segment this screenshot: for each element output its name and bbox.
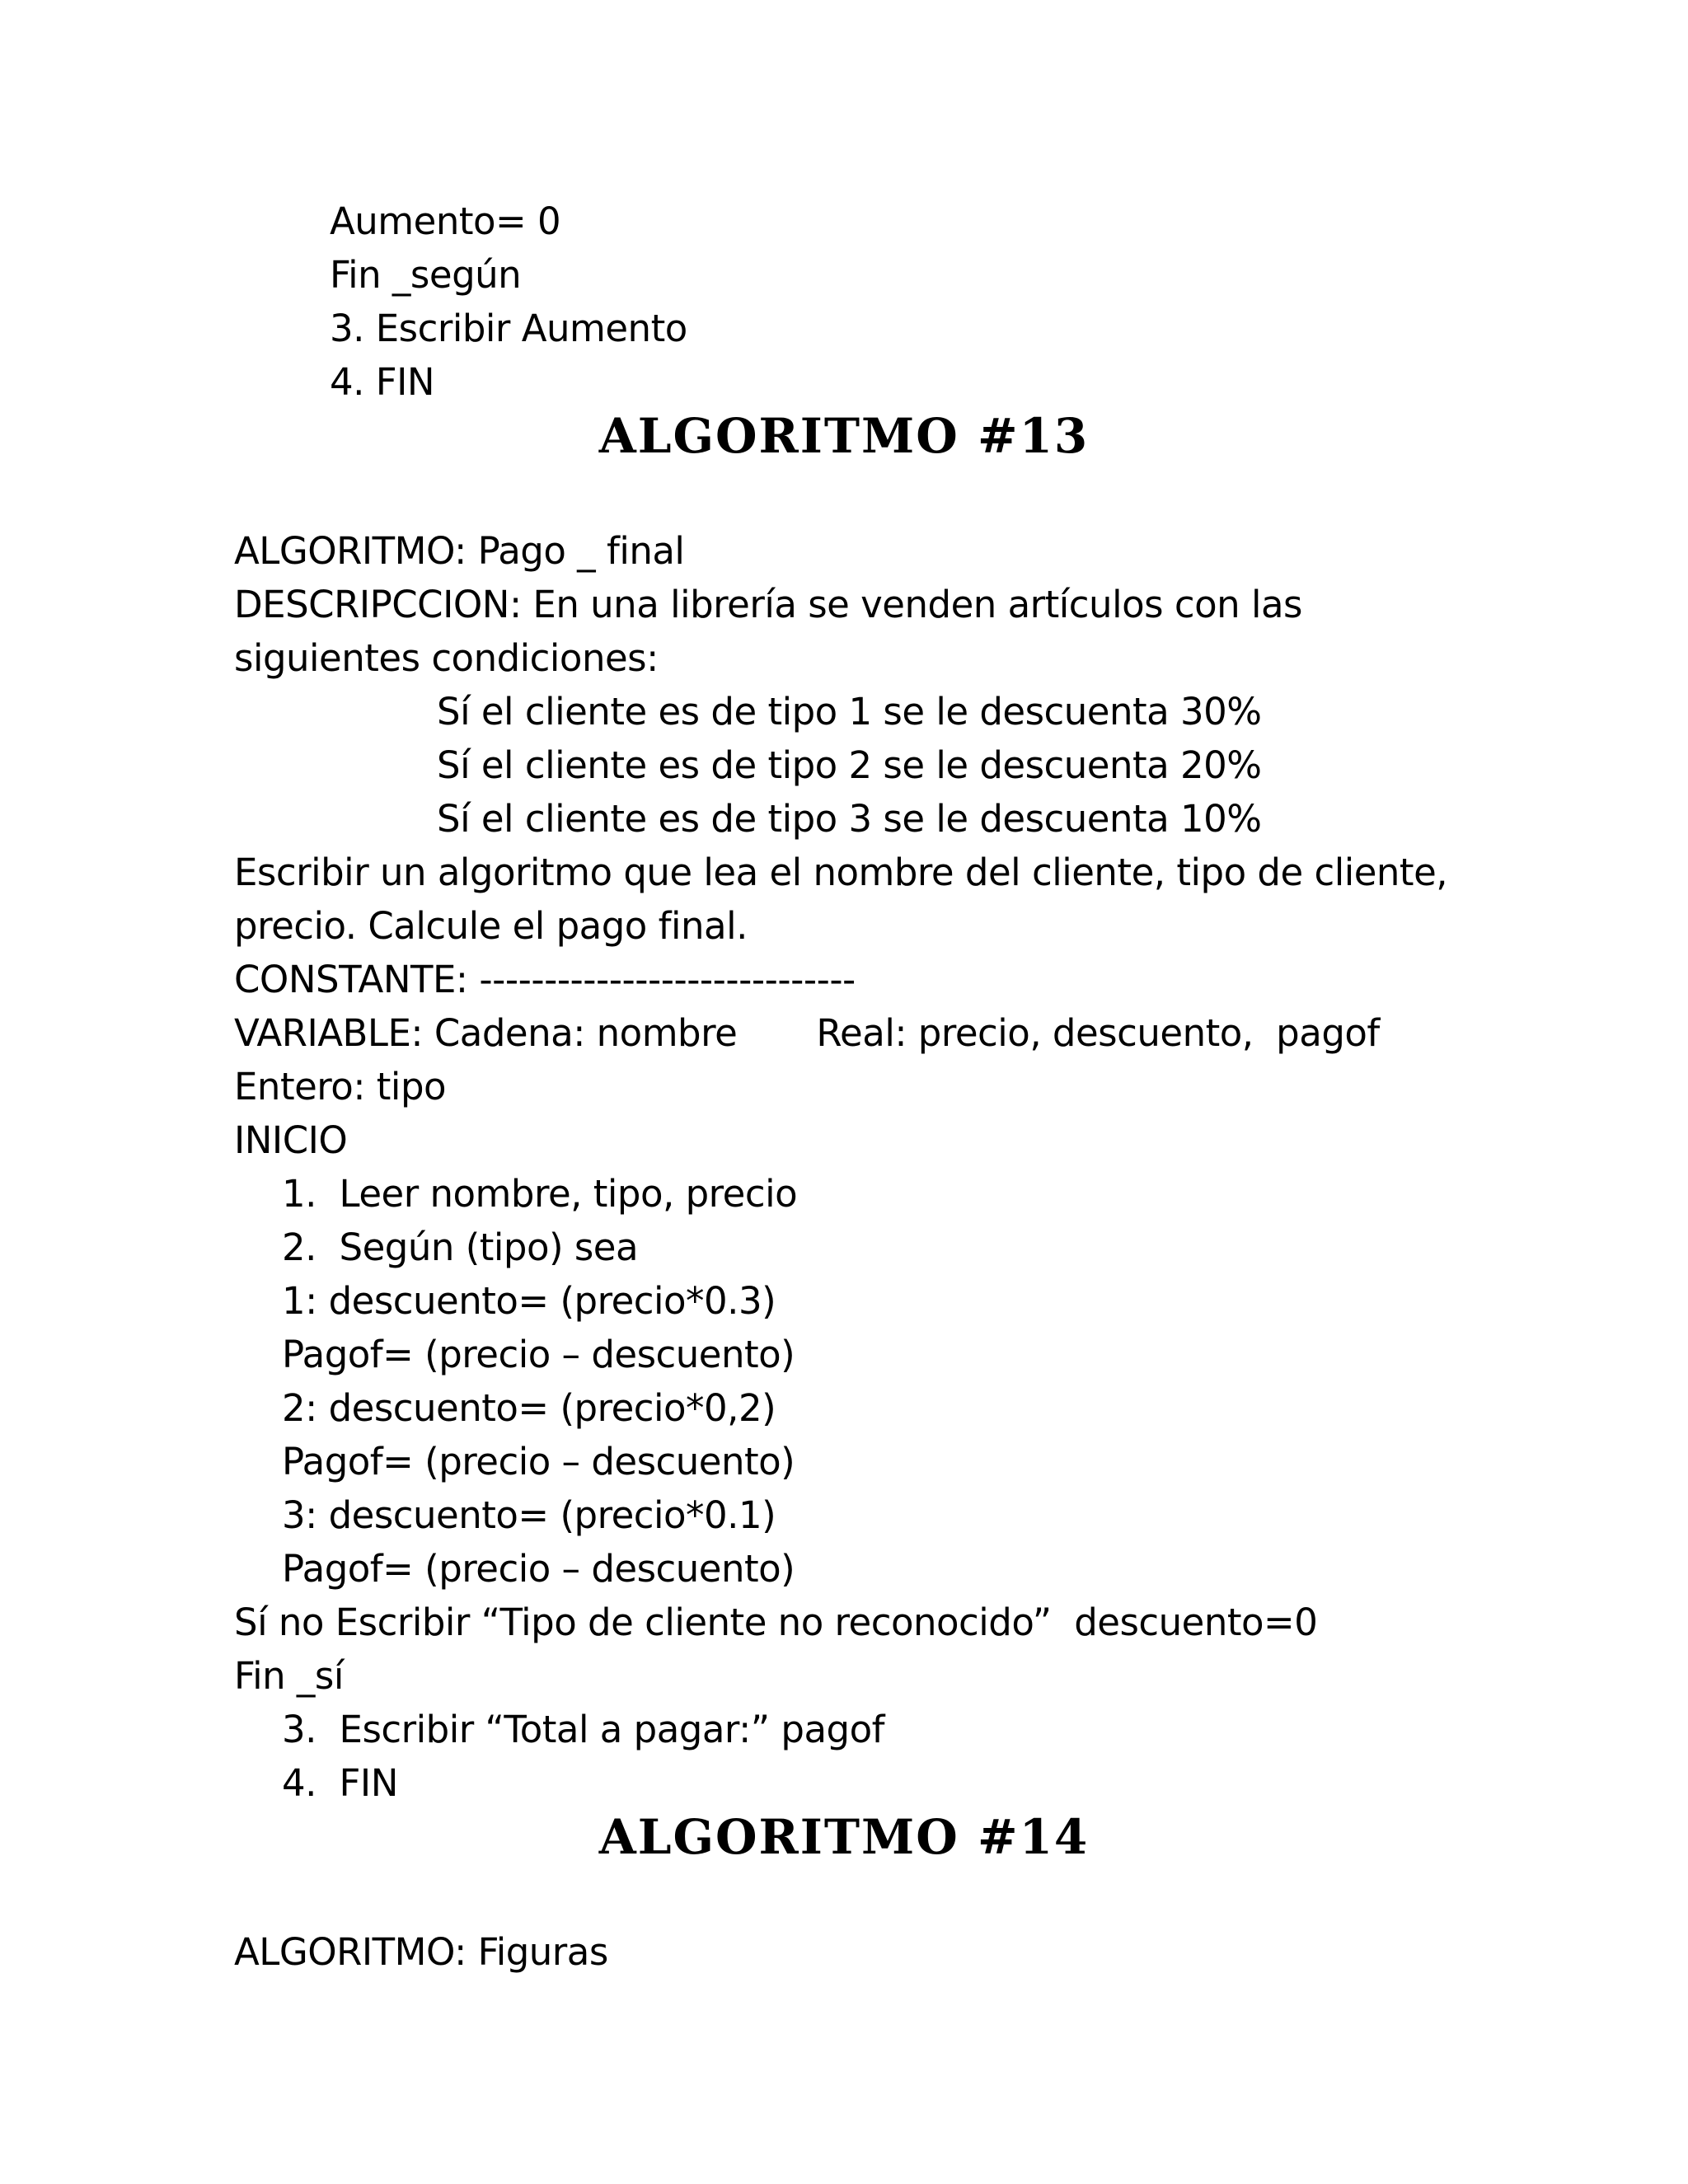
algorithm-13-description-line-1: DESCRIPCCION: En una librería se venden artículos con las (234, 583, 1302, 626)
constante-line: CONSTANTE: ----------------------------- (234, 958, 856, 1001)
algorithm-14-heading: ALGORITMO #14 (598, 1809, 1090, 1865)
prev-aumento-line: Aumento= 0 (330, 199, 561, 243)
case-3-descuento: 3: descuento= (precio*0.1) (282, 1493, 776, 1537)
step-4: 4. FIN (282, 1761, 398, 1805)
else-line: Sí no Escribir “Tipo de cliente no reconocido” descuento=0 (234, 1601, 1318, 1644)
case-2-pagof: Pagof= (precio – descuento) (282, 1440, 795, 1483)
algorithm-13-name: ALGORITMO: Pago _ final (234, 529, 685, 573)
algorithm-13-heading: ALGORITMO #13 (598, 408, 1090, 464)
variable-cadena: VARIABLE: Cadena: nombre (234, 1011, 738, 1055)
step-2: 2. Según (tipo) sea (282, 1226, 639, 1269)
case-3-pagof: Pagof= (precio – descuento) (282, 1547, 795, 1591)
condition-type-2: Sí el cliente es de tipo 2 se le descuenta 20% (437, 743, 1262, 787)
prev-step3-line: 3. Escribir Aumento (330, 307, 687, 350)
step-1: 1. Leer nombre, tipo, precio (282, 1172, 798, 1216)
prev-fin-segun-line: Fin _según (330, 253, 522, 297)
condition-type-3: Sí el cliente es de tipo 3 se le descuenta 10% (437, 797, 1262, 841)
task-line-2: precio. Calcule el pago final. (234, 904, 748, 948)
variable-line (234, 1011, 1380, 1055)
algorithm-13-description-line-2: siguientes condiciones: (234, 636, 659, 680)
case-2-descuento: 2: descuento= (precio*0,2) (282, 1386, 776, 1430)
condition-type-1: Sí el cliente es de tipo 1 se le descuenta 30% (437, 690, 1262, 733)
case-1-descuento: 1: descuento= (precio*0.3) (282, 1279, 776, 1323)
prev-step4-line: 4. FIN (330, 360, 435, 404)
fin-si-line: Fin _sí (234, 1654, 344, 1698)
task-line-1: Escribir un algoritmo que lea el nombre del cliente, tipo de cliente, (234, 851, 1448, 894)
variable-real: Real: precio, descuento, pagof (816, 1011, 1380, 1055)
entero-line: Entero: tipo (234, 1065, 447, 1108)
inicio-line: INICIO (234, 1118, 348, 1162)
algorithm-14-name: ALGORITMO: Figuras (234, 1930, 608, 1974)
case-1-pagof: Pagof= (precio – descuento) (282, 1333, 795, 1376)
step-3: 3. Escribir “Total a pagar:” pagof (282, 1708, 884, 1751)
